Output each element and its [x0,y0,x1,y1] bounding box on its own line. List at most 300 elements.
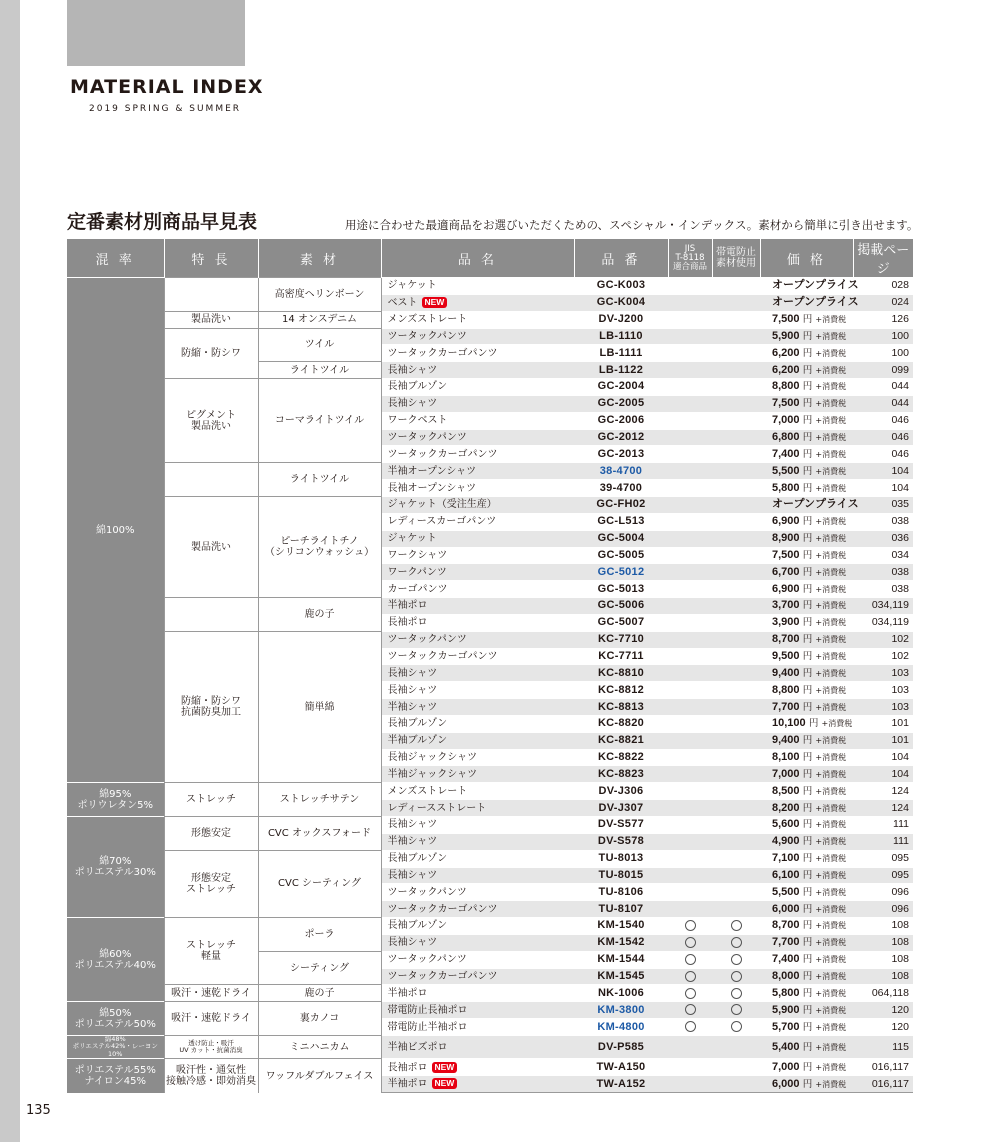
price-cell [760,783,853,800]
page-ref-cell: 046 [853,446,913,463]
jis-circle-icon [685,920,696,931]
price-cell [760,362,853,379]
cell-line: ストレッチ [186,794,236,806]
product-name: ジャケット [387,280,437,292]
antistatic-cell [712,1076,760,1093]
page-ref-cell: 095 [853,867,913,884]
jis-cell [668,598,712,615]
product-name: ツータックカーゴパンツ [387,903,498,915]
price-unit: 円 [802,415,813,427]
antistatic-cell [712,682,760,699]
cell-line: ピグメント [186,409,236,421]
cell-line: 透け防止・吸汗 [188,1038,234,1047]
page-ref-cell: 108 [853,934,913,951]
cell-line: ライトツイル [289,364,350,376]
price-value: 5,700 [772,1020,800,1033]
tax-label: +消費税 [815,1022,847,1032]
side-bar [0,0,20,1142]
price-unit: 円 [802,314,813,326]
page-ref-cell: 115 [853,1035,913,1059]
price-unit: 円 [802,432,813,444]
col-mix-header: 混 率 [67,239,164,278]
page-ref-cell: 096 [853,884,913,901]
product-name: 半袖ポロ [387,987,428,999]
table-row [67,817,913,834]
price-cell [760,985,853,1002]
jis-cell [668,833,712,850]
price-value: 7,000 [772,1060,800,1073]
product-name-cell [381,817,574,834]
table-row [67,278,913,295]
product-code-cell: KC-7711 [574,648,668,665]
price-unit: 円 [802,819,813,831]
feature-cell [164,631,258,783]
price-unit: 円 [802,667,813,679]
product-name: ツータックパンツ [387,330,467,342]
product-name: ツータックカーゴパンツ [387,347,498,359]
price-unit: 円 [802,903,813,915]
price-cell [760,631,853,648]
page-ref-cell: 124 [853,783,913,800]
col-antistatic-header [712,239,760,278]
product-name-cell [381,682,574,699]
product-name-cell [381,800,574,817]
antistatic-cell [712,412,760,429]
table-body [67,278,913,1093]
jis-cell [668,682,712,699]
product-name-cell [381,362,574,379]
jis-cell [668,278,712,295]
product-name: 長袖シャツ [387,364,438,376]
jis-cell [668,951,712,968]
page-ref-cell: 034 [853,547,913,564]
product-name-cell [381,1059,574,1076]
jis-circle-icon [685,971,696,982]
antistatic-circle-icon [731,937,742,948]
jis-cell [668,345,712,362]
antistatic-cell [712,345,760,362]
product-code-cell: KM-1544 [574,951,668,968]
page-ref-cell: 046 [853,412,913,429]
product-name-cell [381,614,574,631]
product-code-cell: KC-8810 [574,665,668,682]
cell-line: ポリエステル50% [74,1018,156,1030]
jis-cell [668,1002,712,1019]
cell-line: 製品洗い [191,314,231,326]
cell-line: ストレッチサテン [279,794,360,806]
tax-label: +消費税 [815,769,847,779]
product-code-cell: NK-1006 [574,985,668,1002]
page-ref-cell: 120 [853,1002,913,1019]
table-row [67,598,913,615]
cell-line: 製品洗い [191,420,231,432]
product-name: 半袖オープンシャツ [387,465,477,477]
price-value: 8,700 [772,919,800,932]
price-value: 6,200 [772,346,800,359]
price-cell [760,564,853,581]
tax-label: +消費税 [815,702,847,712]
product-name-cell [381,328,574,345]
antistatic-cell [712,901,760,918]
page-ref-cell: 102 [853,631,913,648]
antistatic-cell [712,850,760,867]
jis-cell [668,800,712,817]
jis-cell [668,614,712,631]
price-value: 6,100 [772,868,800,881]
price-value: 7,700 [772,700,800,713]
antistatic-cell [712,581,760,598]
product-name: 長袖ジャックシャツ [387,752,478,764]
price-unit: 円 [802,482,813,494]
antistatic-cell [712,446,760,463]
antistatic-cell [712,429,760,446]
price-cell [760,715,853,732]
antistatic-cell [712,951,760,968]
feature-cell [164,463,258,497]
product-code-cell: DV-S577 [574,817,668,834]
product-name: ツータックカーゴパンツ [387,448,498,460]
cell-line: ミニハニカム [289,1041,350,1053]
price-value: 6,800 [772,431,800,444]
jis-circle-icon [685,988,696,999]
product-code-cell: TU-8013 [574,850,668,867]
product-name-cell [381,951,574,968]
price-cell [760,766,853,783]
price-cell [760,513,853,530]
product-name: ツータックパンツ [387,954,467,966]
price-unit: 円 [802,1041,813,1053]
cell-line: CVC シーティング [278,878,361,890]
product-code-cell: DV-S578 [574,833,668,850]
product-name: 半袖ビズポロ [387,1041,448,1053]
page-ref-cell: 101 [853,732,913,749]
price-cell [760,1035,853,1059]
product-name-cell [381,648,574,665]
antistatic-cell [712,1019,760,1036]
cell-line: ポリエステル40% [74,959,156,971]
page-number: 135 [26,1103,51,1118]
price-cell [760,1076,853,1093]
cell-line: 綿60% [99,948,132,960]
product-name: 長袖ブルゾン [387,381,448,393]
price-unit: 円 [802,566,813,578]
price-value: オープンプライス [772,279,859,292]
feature-cell [164,918,258,985]
section-description: 用途に合わせた最適商品をお選びいただくための、スペシャル・インデックス。素材から簡単に引き出せます。 [345,218,919,232]
product-name-cell [381,918,574,935]
price-cell [760,1059,853,1076]
page-ref-cell: 016,117 [853,1059,913,1076]
table-row [67,379,913,396]
header-block [67,0,245,66]
product-code-cell: GC-5013 [574,581,668,598]
material-cell [258,1002,381,1036]
product-code-cell: KM-1542 [574,934,668,951]
page-ref-cell: 096 [853,901,913,918]
price-cell [760,581,853,598]
antistatic-cell [712,564,760,581]
cell-line: 吸汗性・通気性 [176,1065,246,1077]
cell-line: UV カット・抗菌消臭 [179,1046,243,1055]
page-ref-cell: 016,117 [853,1076,913,1093]
product-code-cell: 38-4700 [574,463,668,480]
price-value: 3,900 [772,616,800,629]
page-ref-cell: 108 [853,968,913,985]
price-cell [760,833,853,850]
price-value: 7,500 [772,397,800,410]
tax-label: +消費税 [815,904,847,914]
tax-label: +消費税 [815,854,847,864]
tax-label: +消費税 [815,1062,847,1072]
price-value: 9,500 [772,649,800,662]
product-name-cell [381,749,574,766]
product-name-cell [381,412,574,429]
product-code-cell: LB-1110 [574,328,668,345]
antistatic-cell [712,867,760,884]
tax-label: +消費税 [815,887,847,897]
product-name-cell [381,278,574,295]
antistatic-cell [712,480,760,497]
product-code-cell: LB-1122 [574,362,668,379]
price-value: 7,500 [772,548,800,561]
page-ref-cell: 064,118 [853,985,913,1002]
jis-cell [668,749,712,766]
product-name-cell [381,1019,574,1036]
cell-line: 防縮・防シワ [181,347,241,359]
jis-line: T-8118 [675,252,705,263]
product-name: カーゴパンツ [387,583,448,595]
price-cell [760,412,853,429]
tax-label: +消費税 [815,483,847,493]
product-name: 長袖ポロ [387,1062,428,1074]
tax-label: +消費税 [815,365,847,375]
product-name-cell [381,766,574,783]
cell-line: 抗菌防臭加工 [181,707,241,719]
price-value: 8,200 [772,801,800,814]
price-cell [760,463,853,480]
price-cell [760,278,859,295]
antistatic-cell [712,648,760,665]
price-unit: 円 [802,448,813,460]
tax-label: +消費税 [815,466,847,476]
tax-label: +消費税 [815,550,847,560]
col-name-header: 品 名 [381,239,574,278]
price-value: 6,900 [772,582,800,595]
tax-label: +消費税 [815,938,847,948]
material-cell [258,783,381,817]
price-value: 5,500 [772,885,800,898]
product-name: 長袖ブルゾン [387,920,448,932]
product-code-cell: GC-FH02 [574,496,668,513]
product-code-cell: TW-A150 [574,1059,668,1076]
page-ref-cell: 101 [853,715,913,732]
jis-cell [668,513,712,530]
page-ref-cell: 102 [853,648,913,665]
price-unit: 円 [802,516,813,528]
page-ref-cell: 034,119 [853,598,913,615]
price-cell [760,294,859,311]
jis-cell [668,850,712,867]
antistatic-cell [712,699,760,716]
product-name: 半袖シャツ [387,836,438,848]
product-code-cell: GC-2012 [574,429,668,446]
jis-cell [668,463,712,480]
mix-ratio-cell [67,817,164,918]
product-name: 長袖シャツ [387,819,438,831]
feature-cell [164,1035,258,1059]
page-ref-cell: 108 [853,918,913,935]
page-ref-cell: 104 [853,766,913,783]
table-row [67,1059,913,1076]
cell-line: 吸汗・速乾ドライ [171,987,251,999]
cell-line: ポリエステル42%・レーヨン10% [72,1042,158,1058]
product-code-cell: GC-2006 [574,412,668,429]
price-cell [760,345,853,362]
col-code-header: 品 番 [574,239,668,278]
table-row [67,311,913,328]
tax-label: +消費税 [815,348,847,358]
price-cell [760,732,853,749]
tax-label: +消費税 [815,534,847,544]
product-code-cell: GC-K003 [574,278,668,295]
product-name: 半袖ブルゾン [387,735,448,747]
cell-line: 防縮・防シワ [181,696,241,708]
page-ref-cell: 104 [853,749,913,766]
material-cell [258,1035,381,1059]
table-row [67,631,913,648]
price-unit: 円 [802,381,813,393]
product-name-cell [381,496,574,513]
jis-cell [668,530,712,547]
product-name-cell [381,631,574,648]
product-code-cell: GC-5006 [574,598,668,615]
table-row [67,918,913,935]
price-cell [760,614,853,631]
cell-line: 鹿の子 [304,987,335,999]
product-code-cell: TW-A152 [574,1076,668,1093]
price-unit: 円 [802,617,813,629]
tax-label: +消費税 [815,517,847,527]
table-header-row [67,239,913,278]
jis-cell [668,918,712,935]
product-name-cell [381,547,574,564]
mix-ratio-cell [67,278,164,783]
product-name-cell [381,1002,574,1019]
antistatic-circle-icon [731,920,742,931]
feature-cell [164,598,258,632]
product-name: 帯電防止長袖ポロ [387,1004,468,1016]
antistatic-cell [712,1035,760,1059]
antistatic-cell [712,547,760,564]
price-cell [760,800,853,817]
product-name-cell [381,581,574,598]
table-row [67,328,913,345]
cell-line: ライトツイル [289,474,350,486]
mix-ratio-cell [67,1059,164,1093]
price-unit: 円 [802,701,813,713]
price-unit: 円 [802,549,813,561]
mix-ratio-cell [67,783,164,817]
price-unit: 円 [808,718,819,730]
tax-label: +消費税 [815,820,847,830]
jis-cell [668,311,712,328]
price-cell [760,817,853,834]
price-value: 5,500 [772,464,800,477]
jis-cell [668,362,712,379]
antistatic-cell [712,395,760,412]
price-unit: 円 [802,533,813,545]
price-unit: 円 [802,853,813,865]
cell-line: 綿48% [104,1034,126,1043]
product-name: 長袖ブルゾン [387,853,448,865]
tax-label: +消費税 [815,972,847,982]
tax-label: +消費税 [815,635,847,645]
cell-line: 高密度ヘリンボーン [274,288,365,300]
jis-line: JIS [684,243,696,254]
price-value: オープンプライス [772,498,859,511]
price-value: 5,900 [772,1003,800,1016]
cell-line: CVC オックスフォード [267,827,372,839]
tax-label: +消費税 [815,449,847,459]
price-value: 6,200 [772,363,800,376]
price-value: 7,700 [772,936,800,949]
jis-cell [668,429,712,446]
page-ref-cell: 046 [853,429,913,446]
material-cell [258,985,381,1002]
product-code-cell: GC-5007 [574,614,668,631]
jis-cell [668,985,712,1002]
page-ref-cell: 103 [853,682,913,699]
product-name-cell [381,429,574,446]
jis-circle-icon [685,1004,696,1015]
jis-cell [668,581,712,598]
price-cell [760,328,853,345]
cell-line: ポーラ [304,928,335,940]
jis-cell [668,766,712,783]
material-cell [258,463,381,497]
product-name-cell [381,513,574,530]
tax-label: +消費税 [815,651,847,661]
jis-cell [668,480,712,497]
product-name: ツータックパンツ [387,432,467,444]
antistatic-line: 帯電防止 [716,247,756,258]
tax-label: +消費税 [815,988,847,998]
antistatic-cell [712,934,760,951]
price-value: 5,900 [772,329,800,342]
header-subtitle: 2019 SPRING & SUMMER [89,104,242,114]
new-badge: NEW [432,1062,458,1073]
price-value: 7,400 [772,447,800,460]
product-code-cell: GC-5004 [574,530,668,547]
product-name: ワークパンツ [387,566,447,578]
new-badge: NEW [422,297,448,308]
antistatic-cell [712,530,760,547]
table-row [67,783,913,800]
product-name-cell [381,564,574,581]
product-code-cell: LB-1111 [574,345,668,362]
product-code-cell: KM-4800 [574,1019,668,1036]
product-name-cell [381,1076,574,1093]
antistatic-cell [712,311,760,328]
antistatic-cell [712,766,760,783]
price-unit: 円 [802,954,813,966]
price-cell [760,598,853,615]
page-ref-cell: 099 [853,362,913,379]
cell-line: 吸汗・速乾ドライ [171,1013,251,1025]
tax-label: +消費税 [815,567,847,577]
product-code-cell: KC-8823 [574,766,668,783]
product-code-cell: KM-1540 [574,918,668,935]
